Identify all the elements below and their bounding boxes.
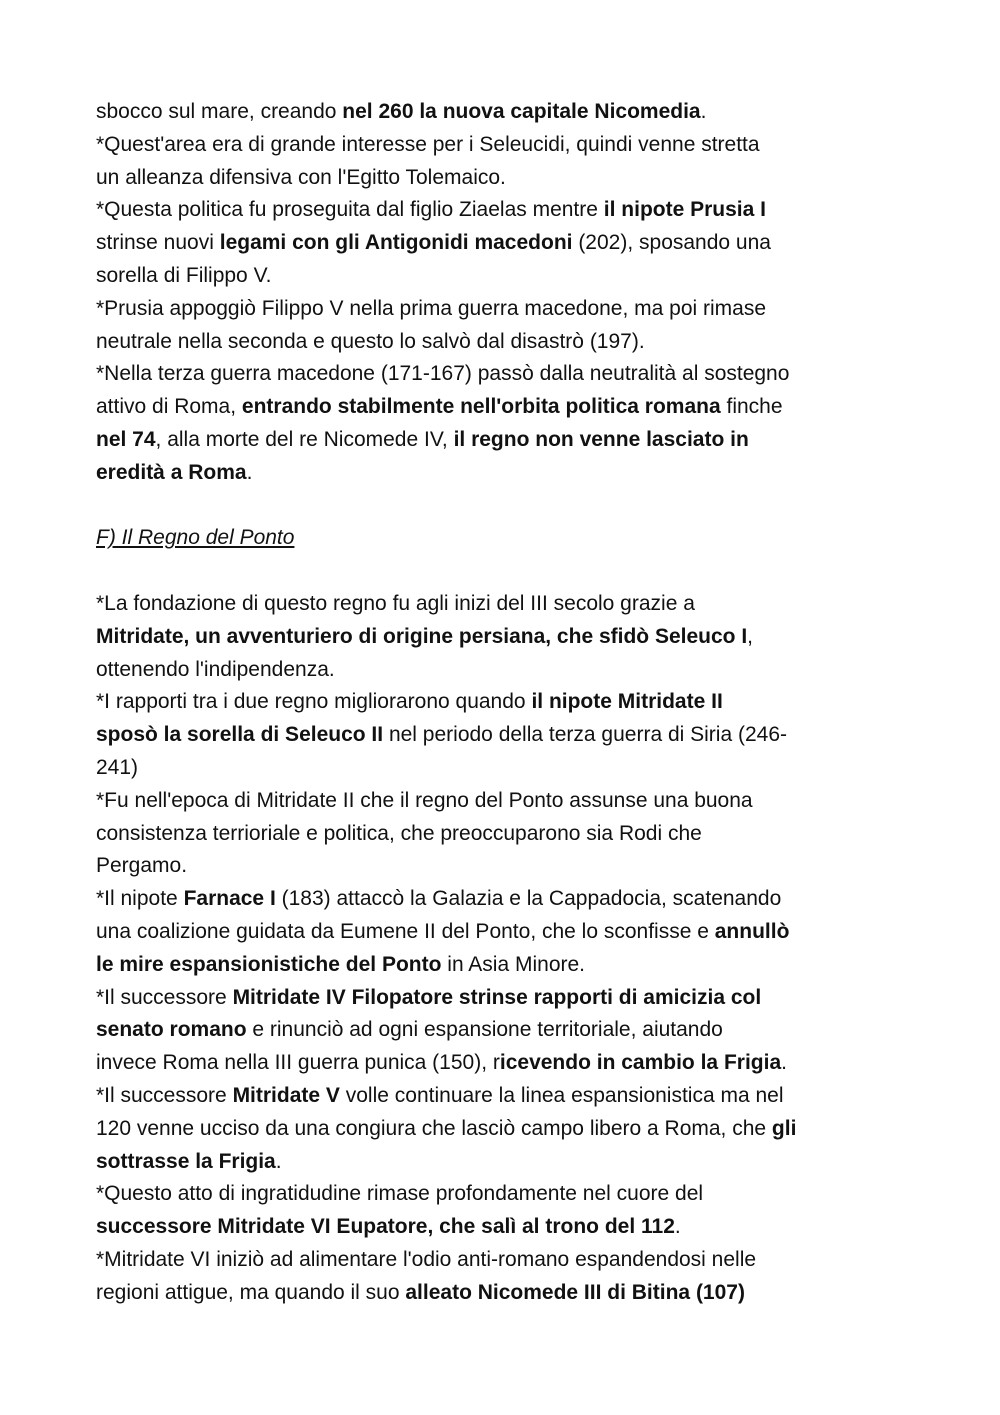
text-segment: una coalizione guidata da Eumene II del Ponto, che lo sconfisse e (96, 919, 715, 943)
bold-text: gli (771, 1116, 797, 1140)
text-segment: . (700, 100, 707, 123)
text-line (96, 654, 916, 687)
bold-text: eredità a Roma (96, 460, 247, 484)
text-segment: *Il successore (96, 1083, 233, 1107)
bold-text: nel 260 la nuova capitale Nicomedia (342, 100, 701, 123)
text-segment: regioni attigue, ma quando il suo (96, 1280, 406, 1304)
text-line (96, 293, 916, 326)
bold-text: sposò la sorella di Seleuco II (96, 723, 384, 747)
text-segment: *Quest'area era di grande interesse per i Seleucidi, quindi venne stretta (96, 132, 760, 156)
text-line (96, 162, 916, 195)
text-line (96, 129, 916, 162)
bold-text: il regno non venne lasciato in (453, 427, 749, 451)
text-line (96, 1211, 916, 1244)
text-segment: *Mitridate VI iniziò ad alimentare l'odio anti-romano espandendosi nelle (96, 1247, 757, 1271)
text-line (96, 1244, 916, 1277)
text-line (96, 194, 916, 227)
text-line (96, 686, 916, 719)
text-segment: e rinunciò ad ogni espansione territoriale, aiutando (246, 1018, 723, 1042)
text-segment: sbocco sul mare, creando (96, 100, 343, 123)
text-segment: . (246, 460, 253, 484)
section-heading: F) Il Regno del Ponto (96, 526, 295, 550)
text-segment: *Nella terza guerra macedone (171-167) passò dalla neutralità al sostegno (96, 362, 790, 386)
text-line (96, 1047, 916, 1080)
bold-text: Mitridate V (232, 1083, 340, 1107)
text-segment: *Il successore (96, 985, 233, 1009)
text-segment: attivo di Roma, (96, 395, 242, 419)
text-segment: . (674, 1215, 681, 1239)
text-line (96, 621, 916, 654)
bold-text: entrando stabilmente nell'orbita politica romana (241, 395, 721, 419)
bold-text: nel 74 (96, 427, 156, 451)
text-segment: consistenza terrioriale e politica, che preoccuparono sia Rodi che (96, 821, 702, 845)
bold-text: senato romano (96, 1018, 247, 1042)
blank-line (96, 555, 916, 588)
text-line (96, 752, 916, 785)
bold-text: il nipote Prusia I (603, 198, 766, 222)
bold-text: Mitridate IV Filopatore strinse rapporti di amicizia col (232, 985, 762, 1009)
text-segment: *La fondazione di questo regno fu agli inizi del III secolo grazie a (96, 591, 695, 615)
bold-text: annullò (714, 919, 790, 943)
text-segment: . (781, 1051, 787, 1075)
text-line (96, 260, 916, 293)
text-line (96, 96, 916, 129)
text-segment: un alleanza difensiva con l'Egitto Tolemaico. (96, 165, 506, 189)
text-segment: 120 venne ucciso da una congiura che lasciò campo libero a Roma, che (96, 1116, 772, 1140)
text-line (96, 949, 916, 982)
text-line (96, 457, 916, 490)
text-line (96, 1277, 916, 1310)
text-line (96, 1113, 916, 1146)
text-line (96, 982, 916, 1015)
text-segment: , (747, 624, 753, 648)
text-line (96, 1080, 916, 1113)
bold-text: Farnace I (183, 887, 276, 911)
text-line (96, 588, 916, 621)
text-segment: Pergamo. (96, 854, 188, 878)
bold-text: successore Mitridate VI Eupatore, che salì al trono del 112 (96, 1215, 675, 1239)
text-line (96, 358, 916, 391)
text-segment: (202), sposando una (572, 231, 771, 255)
text-line (96, 1178, 916, 1211)
text-line (96, 785, 916, 818)
bold-text: il nipote Mitridate II (531, 690, 723, 714)
bold-text: le mire espansionistiche del Ponto (96, 952, 442, 976)
text-segment: *Fu nell'epoca di Mitridate II che il regno del Ponto assunse una buona (96, 788, 753, 812)
blank-line (96, 490, 916, 523)
text-segment: in Asia Minore. (441, 952, 586, 976)
bold-text: icevendo in cambio la Frigia (499, 1051, 782, 1075)
text-segment: neutrale nella seconda e questo lo salvò dal disastrò (197). (96, 329, 645, 353)
text-segment: *Questa politica fu proseguita dal figlio Ziaelas mentre (96, 198, 604, 222)
text-segment: *Questo atto di ingratidudine rimase profondamente nel cuore del (96, 1182, 704, 1206)
text-segment: volle continuare la linea espansionistica ma nel (339, 1083, 784, 1107)
text-line (96, 818, 916, 851)
text-segment: nel periodo della terza guerra di Siria (246- (383, 723, 788, 747)
bold-text: sottrasse la Frigia (96, 1149, 276, 1173)
text-line (96, 883, 916, 916)
text-segment: sorella di Filippo V. (96, 263, 272, 287)
text-line (96, 326, 916, 359)
text-line (96, 1146, 916, 1179)
text-line (96, 850, 916, 883)
text-line (96, 719, 916, 752)
text-segment: *Prusia appoggiò Filippo V nella prima guerra macedone, ma poi rimase (96, 296, 767, 320)
text-segment: *I rapporti tra i due regno migliorarono quando (96, 690, 532, 714)
text-line (96, 1014, 916, 1047)
text-segment: *Il nipote (96, 887, 184, 911)
text-segment: ottenendo l'indipendenza. (96, 657, 335, 681)
text-line (96, 227, 916, 260)
text-segment: (183) attaccò la Galazia e la Cappadocia, scatenando (275, 887, 782, 911)
text-segment: . (275, 1149, 282, 1173)
text-line (96, 424, 916, 457)
text-segment: , alla morte del re Nicomede IV, (155, 427, 454, 451)
bold-text: alleato Nicomede III di Bitina (107) (405, 1280, 745, 1304)
text-line (96, 522, 916, 555)
text-segment: invece Roma nella III guerra punica (150), r (96, 1051, 500, 1075)
document-page (96, 96, 916, 1309)
text-segment: strinse nuovi (96, 231, 220, 255)
text-line (96, 916, 916, 949)
bold-text: legami con gli Antigonidi macedoni (219, 231, 573, 255)
text-segment: 241) (96, 755, 139, 779)
bold-text: Mitridate, un avventuriero di origine persiana, che sfidò Seleuco I (96, 624, 748, 648)
text-segment: finche (720, 395, 783, 419)
text-line (96, 391, 916, 424)
